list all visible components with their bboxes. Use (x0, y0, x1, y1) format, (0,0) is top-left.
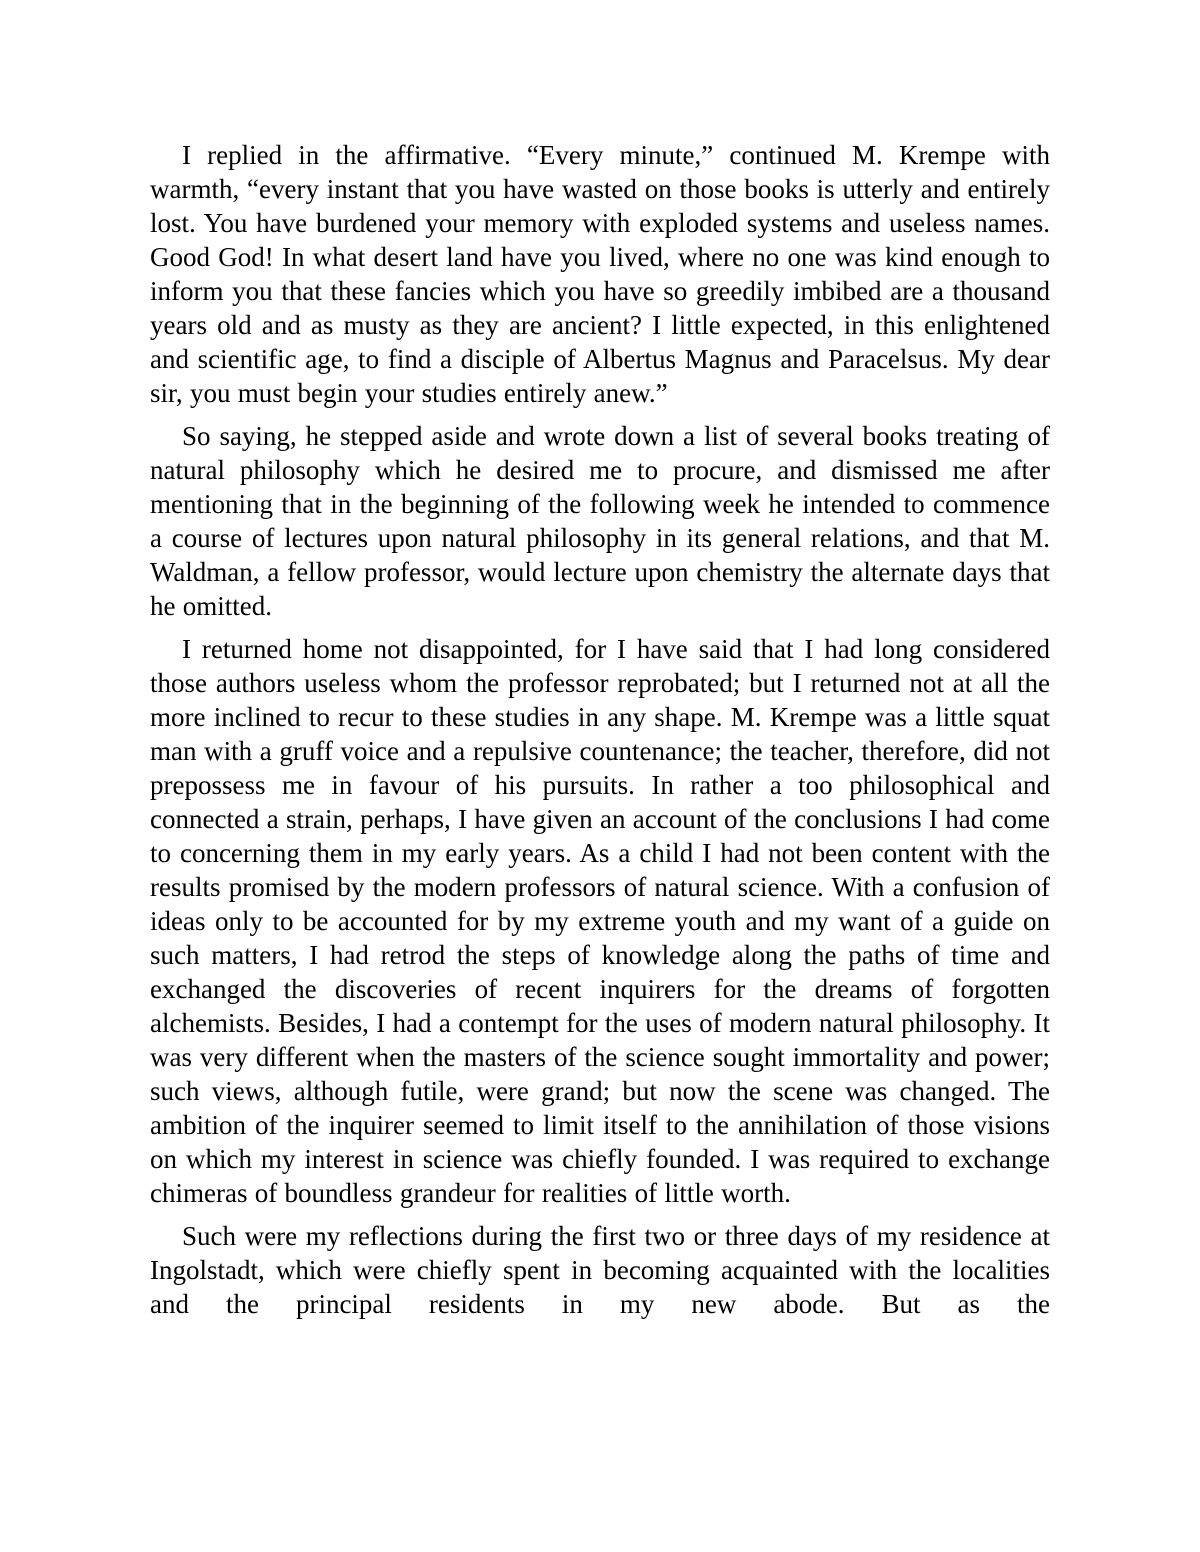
paragraph-3: I returned home not disappointed, for I have said that I had long considered those authors useless whom the professor reprobated; but I returned not at all the more inclined to recur to these studies in any shape. M. Krempe was a little squat man with a gruff voice and a repulsive countenance; the teacher, therefore, did not prepossess me in favour of his pursuits. In rather a too philosophical and connected a strain, perhaps, I have given an account of the conclusions I had come to concerning them in my early years. As a child I had not been content with the results promised by the modern professors of natural science. With a confusion of ideas only to be accounted for by my extreme youth and my want of a guide on such matters, I had retrod the steps of knowledge along the paths of time and exchanged the discoveries of recent inquirers for the dreams of forgotten alchemists. Besides, I had a contempt for the uses of modern natural philosophy. It was very different when the masters of the science sought immortality and power; such views, although futile, were grand; but now the scene was changed. The ambition of the inquirer seemed to limit itself to the annihilation of those visions on which my interest in science was chiefly founded. I was required to exchange chimeras of boundless grandeur for realities of little worth. (150, 634, 1050, 1208)
paragraph-2: So saying, he stepped aside and wrote down a list of several books treating of natural philosophy which he desired me to procure, and dismissed me after mentioning that in the beginning of the following week he intended to commence a course of lectures upon natural philosophy in its general relations, and that M. Waldman, a fellow professor, would lecture upon chemistry the alternate days that he omitted. (150, 421, 1050, 621)
paragraph-1: I replied in the affirmative. “Every minute,” continued M. Krempe with warmth, “every instant that you have wasted on those books is utterly and entirely lost. You have burdened your memory with exploded systems and useless names. Good God! In what desert land have you lived, where no one was kind enough to inform you that these fancies which you have so greedily imbibed are a thousand years old and as musty as they are ancient? I little expected, in this enlightened and scientific age, to find a disciple of Albertus Magnus and Paracelsus. My dear sir, you must begin your studies entirely anew.” (150, 140, 1050, 408)
text-block (150, 138, 1050, 1321)
paragraph-4: Such were my reflections during the first two or three days of my residence at Ingolstadt, which were chiefly spent in becoming acquainted with the localities and the principal residents in my new abode. But as the (150, 1221, 1050, 1319)
